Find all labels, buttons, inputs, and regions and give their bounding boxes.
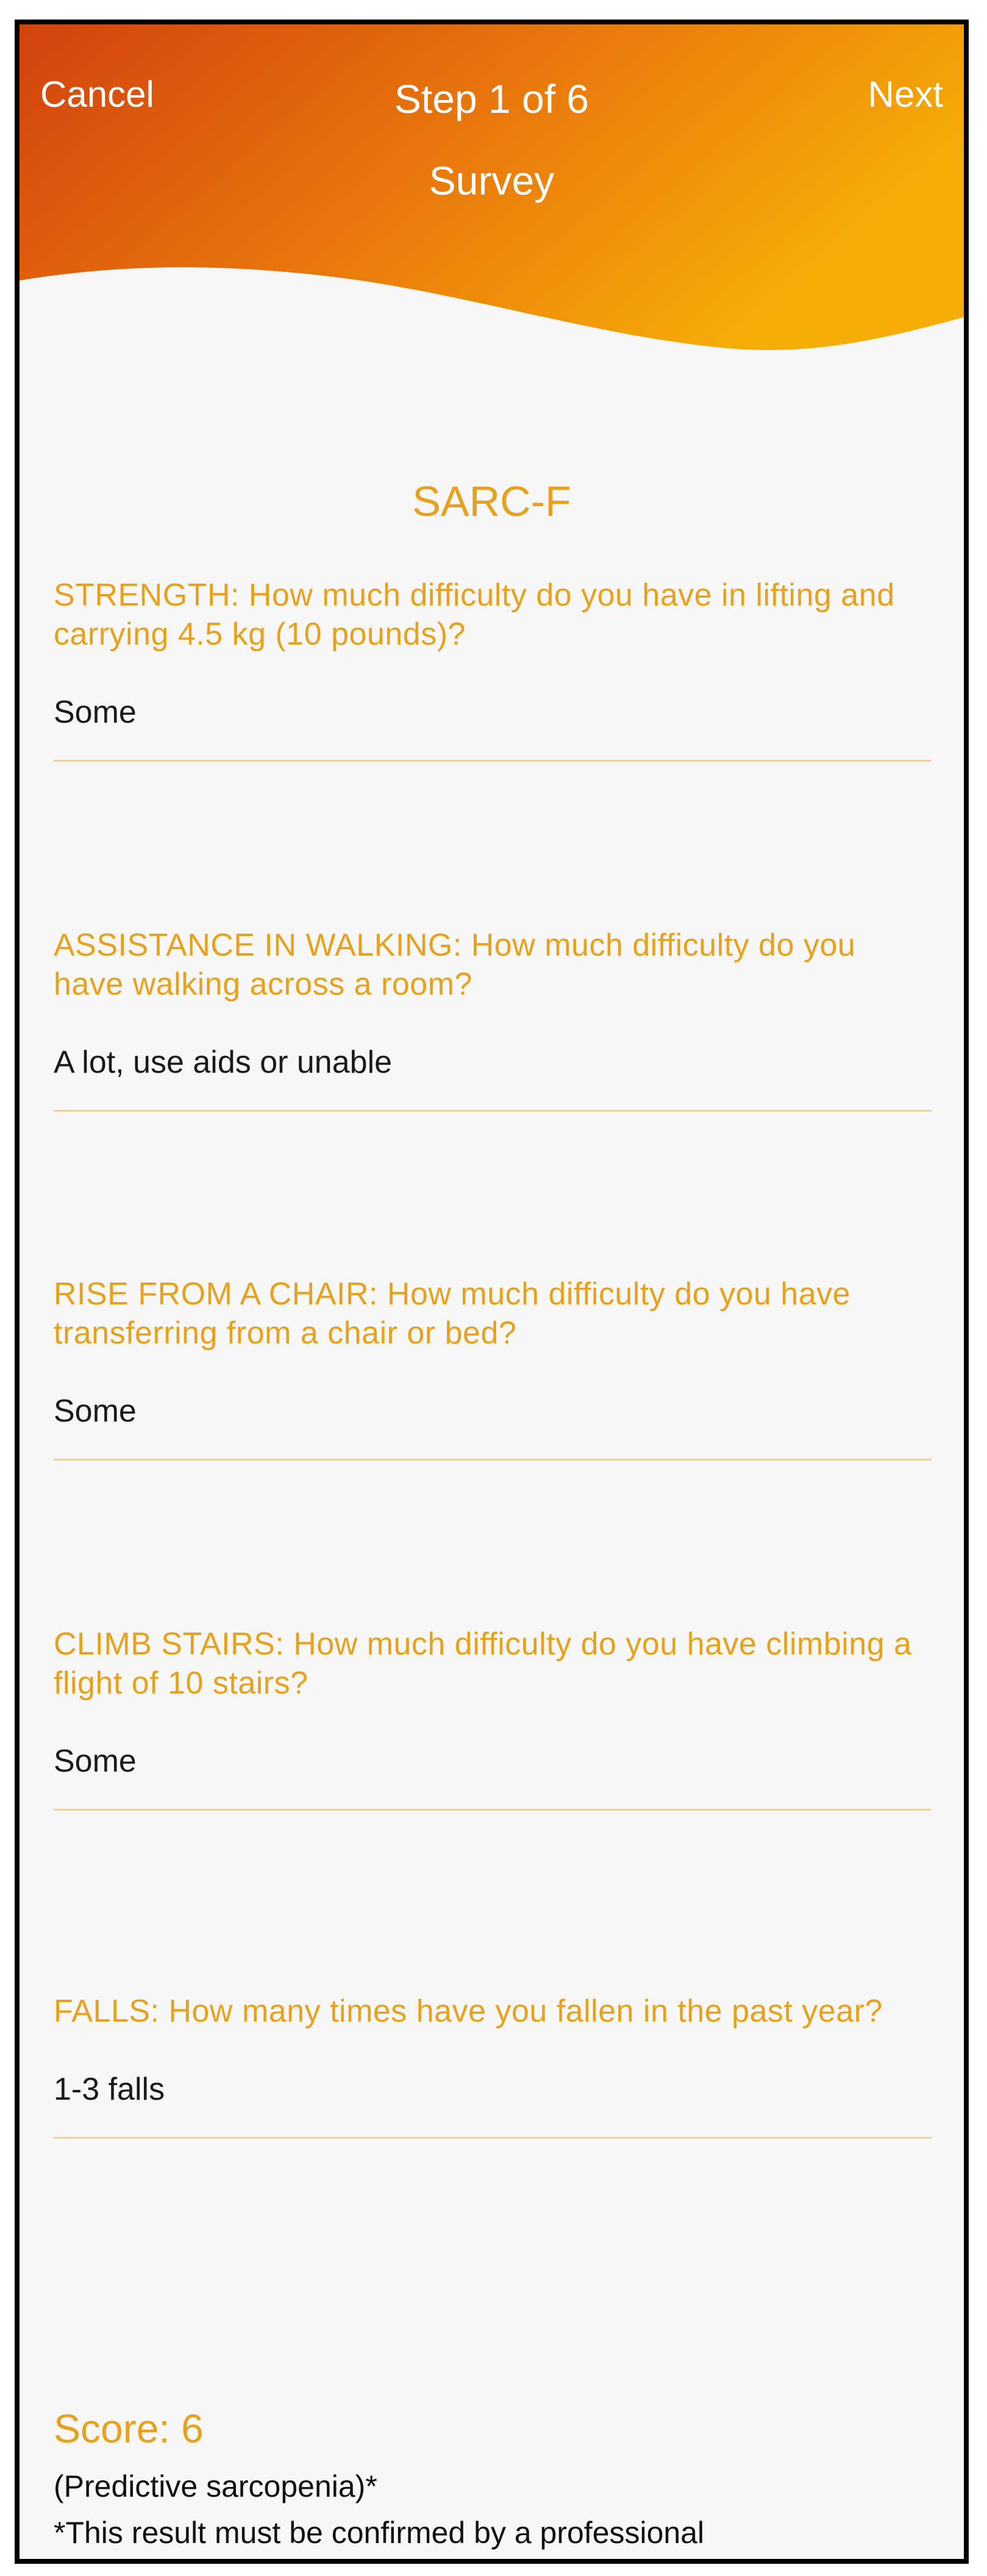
step-indicator: Step 1 of 6 (394, 76, 590, 121)
question-falls (54, 1992, 932, 2139)
field-underline (54, 760, 932, 762)
question-strength (54, 576, 932, 762)
score-value: Score: 6 (54, 2406, 204, 2451)
question-assistance-walking (54, 926, 932, 1112)
header-banner (20, 24, 964, 366)
field-underline (54, 1809, 932, 1811)
answer-select[interactable]: A lot, use aids or unable (54, 1045, 393, 1080)
next-button[interactable]: Next (868, 74, 943, 115)
disclaimer-text: *This result must be confirmed by a professional (54, 2516, 705, 2550)
field-underline (54, 1459, 932, 1461)
answer-select[interactable]: Some (54, 695, 137, 730)
question-label: CLIMB STAIRS: How much difficulty do you have climbing a flight of 10 stairs? (54, 1626, 912, 1701)
phone-screen (15, 20, 969, 2564)
page-subtitle: Survey (429, 158, 555, 203)
score-interpretation: (Predictive sarcopenia)* (54, 2469, 377, 2503)
answer-select[interactable]: Some (54, 1394, 137, 1429)
question-label: RISE FROM A CHAIR: How much difficulty do you have transferring from a chair or bed? (54, 1276, 851, 1351)
question-rise-from-chair (54, 1275, 932, 1461)
question-climb-stairs (54, 1625, 932, 1811)
question-label: FALLS: How many times have you fallen in the past year? (54, 1994, 883, 2029)
answer-select[interactable]: Some (54, 1744, 137, 1779)
field-underline (54, 2137, 932, 2139)
question-label: ASSISTANCE IN WALKING: How much difficulty do you have walking across a room? (54, 928, 856, 1002)
form-title: SARC-F (412, 478, 571, 525)
cancel-button[interactable]: Cancel (40, 74, 154, 115)
question-label: STRENGTH: How much difficulty do you have in lifting and carrying 4.5 kg (10 pounds)? (54, 578, 895, 652)
field-underline (54, 1110, 932, 1112)
answer-select[interactable]: 1-3 falls (54, 2072, 165, 2107)
